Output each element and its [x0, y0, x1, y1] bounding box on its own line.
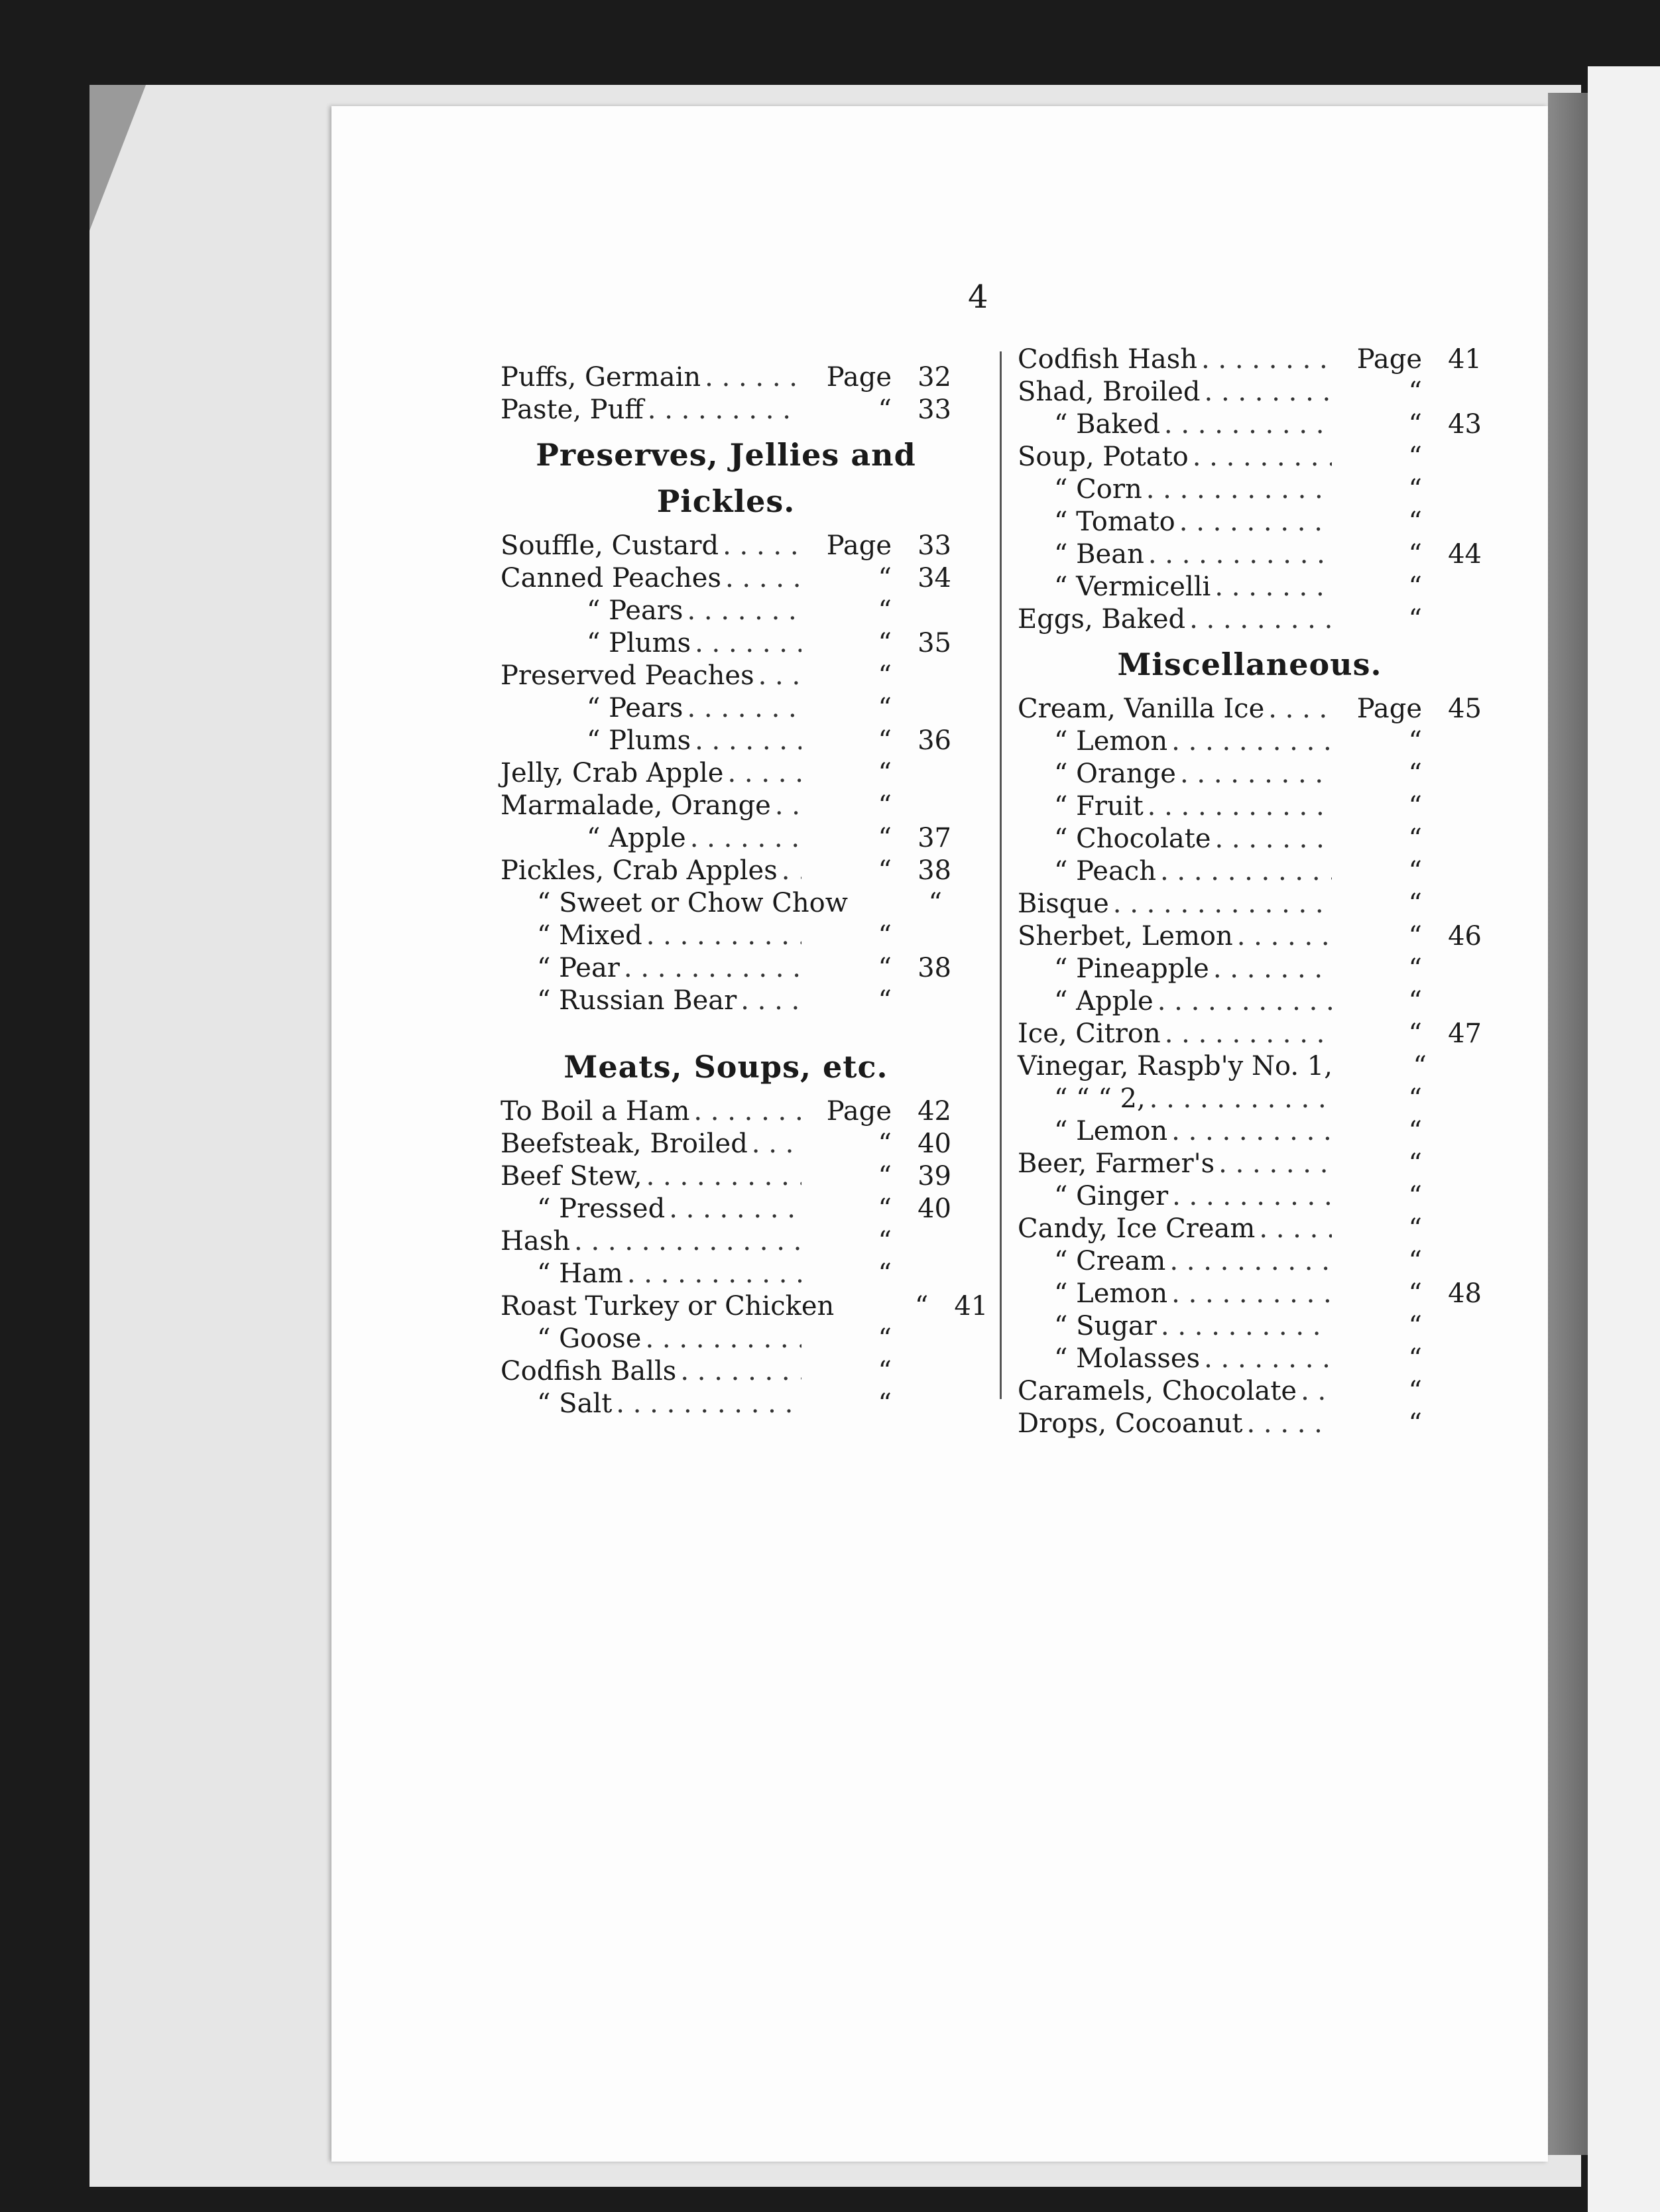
- entry-title: Eggs, Baked: [1018, 604, 1186, 635]
- dot-leader: [1215, 823, 1332, 855]
- entry-title: “ Pear: [537, 953, 620, 983]
- index-entry: [1018, 693, 1482, 725]
- dot-leader: [1268, 693, 1332, 725]
- page-ref-number: 39: [918, 1161, 951, 1192]
- column-divider: [1000, 351, 1002, 1399]
- page-ref-number: 48: [1448, 1278, 1482, 1309]
- entry-title: Puffs, Germain: [501, 362, 701, 393]
- dot-leader: [1164, 408, 1332, 441]
- page-ref-number: 33: [918, 530, 951, 561]
- dot-leader: [1165, 1018, 1332, 1050]
- index-entry: [501, 361, 951, 394]
- page-ref-label: “: [1408, 986, 1422, 1016]
- dot-leader: [1201, 343, 1332, 376]
- entry-title: “ Fruit: [1054, 791, 1144, 822]
- dot-leader: [1161, 1310, 1332, 1343]
- page-ref-number: 38: [918, 953, 951, 983]
- index-entry: [501, 660, 951, 692]
- dot-leader: [723, 530, 801, 562]
- index-entry: [1018, 1180, 1482, 1213]
- dot-leader: [705, 361, 801, 394]
- dot-leader: [741, 985, 801, 1017]
- page-ref-label: Page: [1356, 344, 1422, 375]
- index-entry: [1018, 1375, 1482, 1408]
- entry-title: “ Cream: [1054, 1246, 1166, 1276]
- entry-title: “ Ham: [537, 1259, 623, 1289]
- entry-title: “ Molasses: [1054, 1343, 1201, 1374]
- section-heading-line: Preserves, Jellies and: [536, 437, 916, 473]
- dot-leader: [1160, 855, 1332, 888]
- index-entry: [501, 757, 951, 790]
- index-entry: [1018, 1245, 1482, 1278]
- page-ref-label: “: [1408, 1311, 1422, 1341]
- dot-leader: [1171, 1278, 1332, 1310]
- index-entry: [501, 855, 951, 887]
- page-ref-label: “: [878, 1388, 892, 1419]
- entry-title: “ Salt: [537, 1388, 613, 1419]
- entry-title: “ Lemon: [1054, 1116, 1168, 1146]
- adjacent-page: [1588, 66, 1660, 2212]
- entry-title: Cream, Vanilla Ice: [1018, 694, 1265, 724]
- page-ref-label: “: [1408, 507, 1422, 537]
- dot-leader: [1148, 538, 1332, 571]
- page-ref-label: “: [1408, 1376, 1422, 1406]
- dot-leader: [1218, 1148, 1332, 1180]
- entry-title: “ Apple: [1054, 986, 1154, 1016]
- index-entry: [1018, 603, 1482, 636]
- page-ref-label: “: [1408, 1181, 1422, 1211]
- dot-leader: [1169, 1245, 1332, 1278]
- index-entry: [501, 790, 951, 822]
- entry-title: Sherbet, Lemon: [1018, 921, 1233, 952]
- index-entry: [501, 595, 951, 627]
- index-entry: [501, 952, 951, 985]
- page-ref-label: “: [878, 953, 892, 983]
- index-entry: [501, 1258, 951, 1290]
- index-entry: [501, 1128, 951, 1160]
- page-ref-label: “: [878, 693, 892, 723]
- page-ref-label: “: [878, 595, 892, 626]
- page-ref-label: “: [1408, 953, 1422, 984]
- page-ref-label: “: [1408, 921, 1422, 952]
- page-ref-label: “: [1408, 856, 1422, 887]
- index-entry: [501, 1323, 951, 1355]
- page-ref-label: “: [878, 1323, 892, 1354]
- index-entry: [501, 1225, 951, 1258]
- index-entry: [1018, 1148, 1482, 1180]
- index-entry: [501, 1193, 951, 1225]
- page-ref-number: 37: [918, 823, 951, 853]
- entry-title: “ Vermicelli: [1054, 572, 1211, 602]
- page-ref-label: “: [1408, 791, 1422, 822]
- index-entry: [1018, 888, 1482, 920]
- index-entry: [501, 1388, 951, 1420]
- index-column-right: [1018, 343, 1482, 1440]
- index-entry: [1018, 441, 1482, 473]
- dot-leader: [695, 627, 801, 660]
- index-entry: [1018, 1083, 1482, 1115]
- page-ref-number: 32: [918, 362, 951, 393]
- index-entry: [1018, 985, 1482, 1018]
- entry-title: Codfish Hash: [1018, 344, 1197, 375]
- entry-title: “ Chocolate: [1054, 824, 1211, 854]
- dot-leader: [1172, 1180, 1332, 1213]
- entry-title: To Boil a Ham: [501, 1096, 690, 1127]
- entry-title: “ Peach: [1054, 856, 1156, 887]
- page-edge-shadow: [1548, 93, 1588, 2155]
- page-ref-label: “: [1408, 1148, 1422, 1179]
- entry-title: Candy, Ice Cream: [1018, 1213, 1256, 1244]
- dot-leader: [1157, 985, 1332, 1018]
- index-entry: [1018, 920, 1482, 953]
- page-ref-label: “: [878, 563, 892, 593]
- dot-leader: [574, 1225, 801, 1258]
- page-ref-label: Page: [826, 362, 892, 393]
- page-ref-label: “: [1408, 824, 1422, 854]
- entry-title: “ Pears: [587, 595, 683, 626]
- entry-title: “ Apple: [587, 823, 686, 853]
- index-entry: [1018, 1310, 1482, 1343]
- dot-leader: [646, 920, 801, 952]
- entry-title: Drops, Cocoanut: [1018, 1408, 1243, 1439]
- entry-title: Souffle, Custard: [501, 530, 719, 561]
- entry-title: Paste, Puff: [501, 395, 644, 425]
- page-ref-label: “: [878, 628, 892, 658]
- page-ref-label: “: [1408, 1083, 1422, 1114]
- page-ref-number: 40: [918, 1129, 951, 1159]
- index-entry: [1018, 1213, 1482, 1245]
- dot-leader: [727, 757, 801, 790]
- dot-leader: [687, 595, 801, 627]
- entry-title: “ Lemon: [1054, 1278, 1168, 1309]
- index-entry: [1018, 725, 1482, 758]
- dot-leader: [782, 855, 801, 887]
- entry-title: “ Tomato: [1054, 507, 1175, 537]
- dot-leader: [680, 1355, 801, 1388]
- dot-leader: [1150, 1083, 1332, 1115]
- page-ref-number: 38: [918, 855, 951, 886]
- page-ref-label: “: [1408, 1116, 1422, 1146]
- index-entry: [501, 1290, 988, 1323]
- page-ref-label: Page: [1356, 694, 1422, 724]
- page-ref-label: “: [878, 920, 892, 951]
- dot-leader: [646, 1160, 801, 1193]
- page-ref-number: 35: [918, 628, 951, 658]
- entry-title: “ Pears: [587, 693, 683, 723]
- page-ref-label: “: [1408, 726, 1422, 757]
- dot-leader: [695, 725, 801, 757]
- page-ref-label: “: [878, 1194, 892, 1224]
- index-entry: [1018, 823, 1482, 855]
- entry-title: Shad, Broiled: [1018, 377, 1201, 407]
- index-entry: [501, 822, 951, 855]
- section-heading: [1018, 641, 1482, 688]
- entry-title: Roast Turkey or Chicken: [501, 1291, 835, 1321]
- page-ref-label: Page: [826, 530, 892, 561]
- index-column-left: [501, 361, 988, 1420]
- page-ref-label: “: [878, 985, 892, 1016]
- index-entry: [1018, 790, 1482, 823]
- index-entry: [1018, 408, 1482, 441]
- page-ref-label: Page: [826, 1096, 892, 1127]
- page-ref-label: “: [1408, 474, 1422, 505]
- page-ref-number: 41: [954, 1291, 988, 1321]
- index-entry: [501, 985, 951, 1017]
- dot-leader: [752, 1128, 801, 1160]
- index-entry: [1018, 538, 1482, 571]
- entry-title: Hash: [501, 1226, 571, 1257]
- dot-leader: [1205, 376, 1332, 408]
- page-ref-label: “: [878, 758, 892, 788]
- entry-title: “ Ginger: [1054, 1181, 1169, 1211]
- entry-title: “ Pressed: [537, 1194, 666, 1224]
- entry-title: Preserved Peaches: [501, 660, 754, 691]
- page-ref-label: “: [1408, 1213, 1422, 1244]
- page-ref-number: 47: [1448, 1018, 1482, 1049]
- dot-leader: [1171, 725, 1332, 758]
- entry-title: Beef Stew,: [501, 1161, 642, 1192]
- index-entry: [501, 692, 951, 725]
- section-heading-line: Pickles.: [656, 483, 796, 519]
- entry-title: “ Pineapple: [1054, 953, 1209, 984]
- entry-title: Soup, Potato: [1018, 442, 1189, 472]
- index-entry: [1018, 953, 1482, 985]
- entry-title: Ice, Citron: [1018, 1018, 1161, 1049]
- dot-leader: [693, 1095, 801, 1128]
- dot-leader: [1148, 790, 1332, 823]
- page-ref-label: “: [878, 1161, 892, 1192]
- entry-title: “ Plums: [587, 628, 691, 658]
- page-ref-number: 36: [918, 725, 951, 756]
- dot-leader: [1259, 1213, 1332, 1245]
- section-heading: [501, 1044, 951, 1090]
- page-ref-label: “: [878, 1356, 892, 1386]
- dot-leader: [725, 562, 801, 595]
- dot-leader: [1171, 1115, 1332, 1148]
- dot-leader: [1146, 473, 1332, 506]
- page-ref-label: “: [878, 395, 892, 425]
- entry-title: “ Plums: [587, 725, 691, 756]
- index-entry: [501, 562, 951, 595]
- entry-title: Bisque: [1018, 889, 1109, 919]
- entry-title: “ Sugar: [1054, 1311, 1157, 1341]
- index-entry: [1018, 855, 1482, 888]
- entry-title: Beefsteak, Broiled: [501, 1129, 748, 1159]
- dot-leader: [775, 790, 801, 822]
- index-entry: [501, 725, 951, 757]
- page-ref-number: 46: [1448, 921, 1482, 952]
- page-ref-label: “: [1408, 604, 1422, 635]
- entry-title: “ Baked: [1054, 409, 1160, 440]
- dot-leader: [758, 660, 801, 692]
- dot-leader: [616, 1388, 801, 1420]
- dot-leader: [627, 1258, 801, 1290]
- index-entry: [1018, 1343, 1482, 1375]
- index-entry: [501, 530, 951, 562]
- page-ref-label: “: [1408, 1246, 1422, 1276]
- section-heading: [501, 432, 951, 524]
- page-ref-number: 41: [1448, 344, 1482, 375]
- section-heading-line: Miscellaneous.: [1117, 646, 1382, 682]
- page-ref-number: 44: [1448, 539, 1482, 570]
- page-ref-label: “: [878, 855, 892, 886]
- section-heading-line: Meats, Soups, etc.: [563, 1049, 888, 1085]
- page-ref-label: “: [878, 725, 892, 756]
- dot-leader: [1193, 441, 1332, 473]
- index-entry: [501, 627, 951, 660]
- dot-leader: [669, 1193, 801, 1225]
- index-entry: [1018, 1050, 1482, 1083]
- index-entry: [1018, 1408, 1482, 1440]
- dot-leader: [687, 692, 801, 725]
- index-entry: [1018, 506, 1482, 538]
- page-ref-label: “: [928, 888, 942, 918]
- dot-leader: [624, 952, 801, 985]
- page-ref-number: 33: [918, 395, 951, 425]
- entry-title: “ Orange: [1054, 759, 1176, 789]
- dot-leader: [1189, 603, 1332, 636]
- dot-leader: [1204, 1343, 1332, 1375]
- page-ref-label: “: [1408, 409, 1422, 440]
- index-entry: [501, 394, 951, 426]
- page-ref-number: 40: [918, 1194, 951, 1224]
- page-corner-shadow: [89, 85, 146, 231]
- dot-leader: [648, 394, 801, 426]
- dot-leader: [1246, 1408, 1332, 1440]
- index-entry: [1018, 758, 1482, 790]
- page-ref-label: “: [878, 823, 892, 853]
- page-ref-label: “: [878, 790, 892, 821]
- entry-title: “ “ “ 2,: [1054, 1083, 1146, 1114]
- page-ref-label: “: [878, 1226, 892, 1257]
- index-entry: [501, 1355, 951, 1388]
- dot-leader: [1237, 920, 1332, 953]
- entry-title: “ Russian Bear: [537, 985, 737, 1016]
- index-entry: [1018, 376, 1482, 408]
- page-ref-label: “: [1408, 442, 1422, 472]
- dot-leader: [1113, 888, 1332, 920]
- index-entry: [1018, 571, 1482, 603]
- dot-leader: [1301, 1375, 1332, 1408]
- index-entry: [1018, 1018, 1482, 1050]
- page-ref-label: “: [878, 1129, 892, 1159]
- page-ref-label: “: [1408, 1408, 1422, 1439]
- page-ref-label: “: [1408, 1278, 1422, 1309]
- page-ref-label: “: [1408, 889, 1422, 919]
- entry-title: Vinegar, Raspb'y No. 1,: [1018, 1051, 1333, 1081]
- entry-title: Beer, Farmer's: [1018, 1148, 1215, 1179]
- page-ref-number: 42: [918, 1096, 951, 1127]
- entry-title: Caramels, Chocolate: [1018, 1376, 1297, 1406]
- entry-title: Pickles, Crab Apples: [501, 855, 778, 886]
- page-ref-label: “: [1408, 377, 1422, 407]
- entry-title: “ Lemon: [1054, 726, 1168, 757]
- index-entry: [501, 1095, 951, 1128]
- index-entry: [1018, 1278, 1482, 1310]
- page-number: 4: [968, 278, 988, 316]
- entry-title: Marmalade, Orange: [501, 790, 771, 821]
- page-ref-label: “: [1408, 572, 1422, 602]
- entry-title: Codfish Balls: [501, 1356, 677, 1386]
- page-ref-label: “: [1408, 1343, 1422, 1374]
- dot-leader: [1213, 953, 1332, 985]
- dot-leader: [1180, 758, 1332, 790]
- entry-title: Canned Peaches: [501, 563, 721, 593]
- page-ref-number: 43: [1448, 409, 1482, 440]
- page-ref-number: 45: [1448, 694, 1482, 724]
- index-entry: [501, 887, 951, 920]
- page-ref-number: 34: [918, 563, 951, 593]
- dot-leader: [1215, 571, 1332, 603]
- entry-title: “ Goose: [537, 1323, 642, 1354]
- dot-leader: [1179, 506, 1332, 538]
- page-ref-label: “: [1408, 1018, 1422, 1049]
- page-ref-label: “: [878, 1259, 892, 1289]
- entry-title: Jelly, Crab Apple: [501, 758, 724, 788]
- page-ref-label: “: [1413, 1051, 1427, 1081]
- entry-title: “ Corn: [1054, 474, 1142, 505]
- index-entry: [1018, 343, 1482, 376]
- page-ref-label: “: [878, 660, 892, 691]
- index-entry: [501, 1160, 951, 1193]
- entry-title: “ Sweet or Chow Chow: [537, 888, 848, 918]
- index-entry: [1018, 1115, 1482, 1148]
- page-ref-label: “: [1408, 539, 1422, 570]
- index-entry: [1018, 473, 1482, 506]
- page-ref-label: “: [914, 1291, 929, 1321]
- dot-leader: [690, 822, 801, 855]
- entry-title: “ Mixed: [537, 920, 642, 951]
- dot-leader: [645, 1323, 801, 1355]
- page-ref-label: “: [1408, 759, 1422, 789]
- entry-title: “ Bean: [1054, 539, 1144, 570]
- index-entry: [501, 920, 951, 952]
